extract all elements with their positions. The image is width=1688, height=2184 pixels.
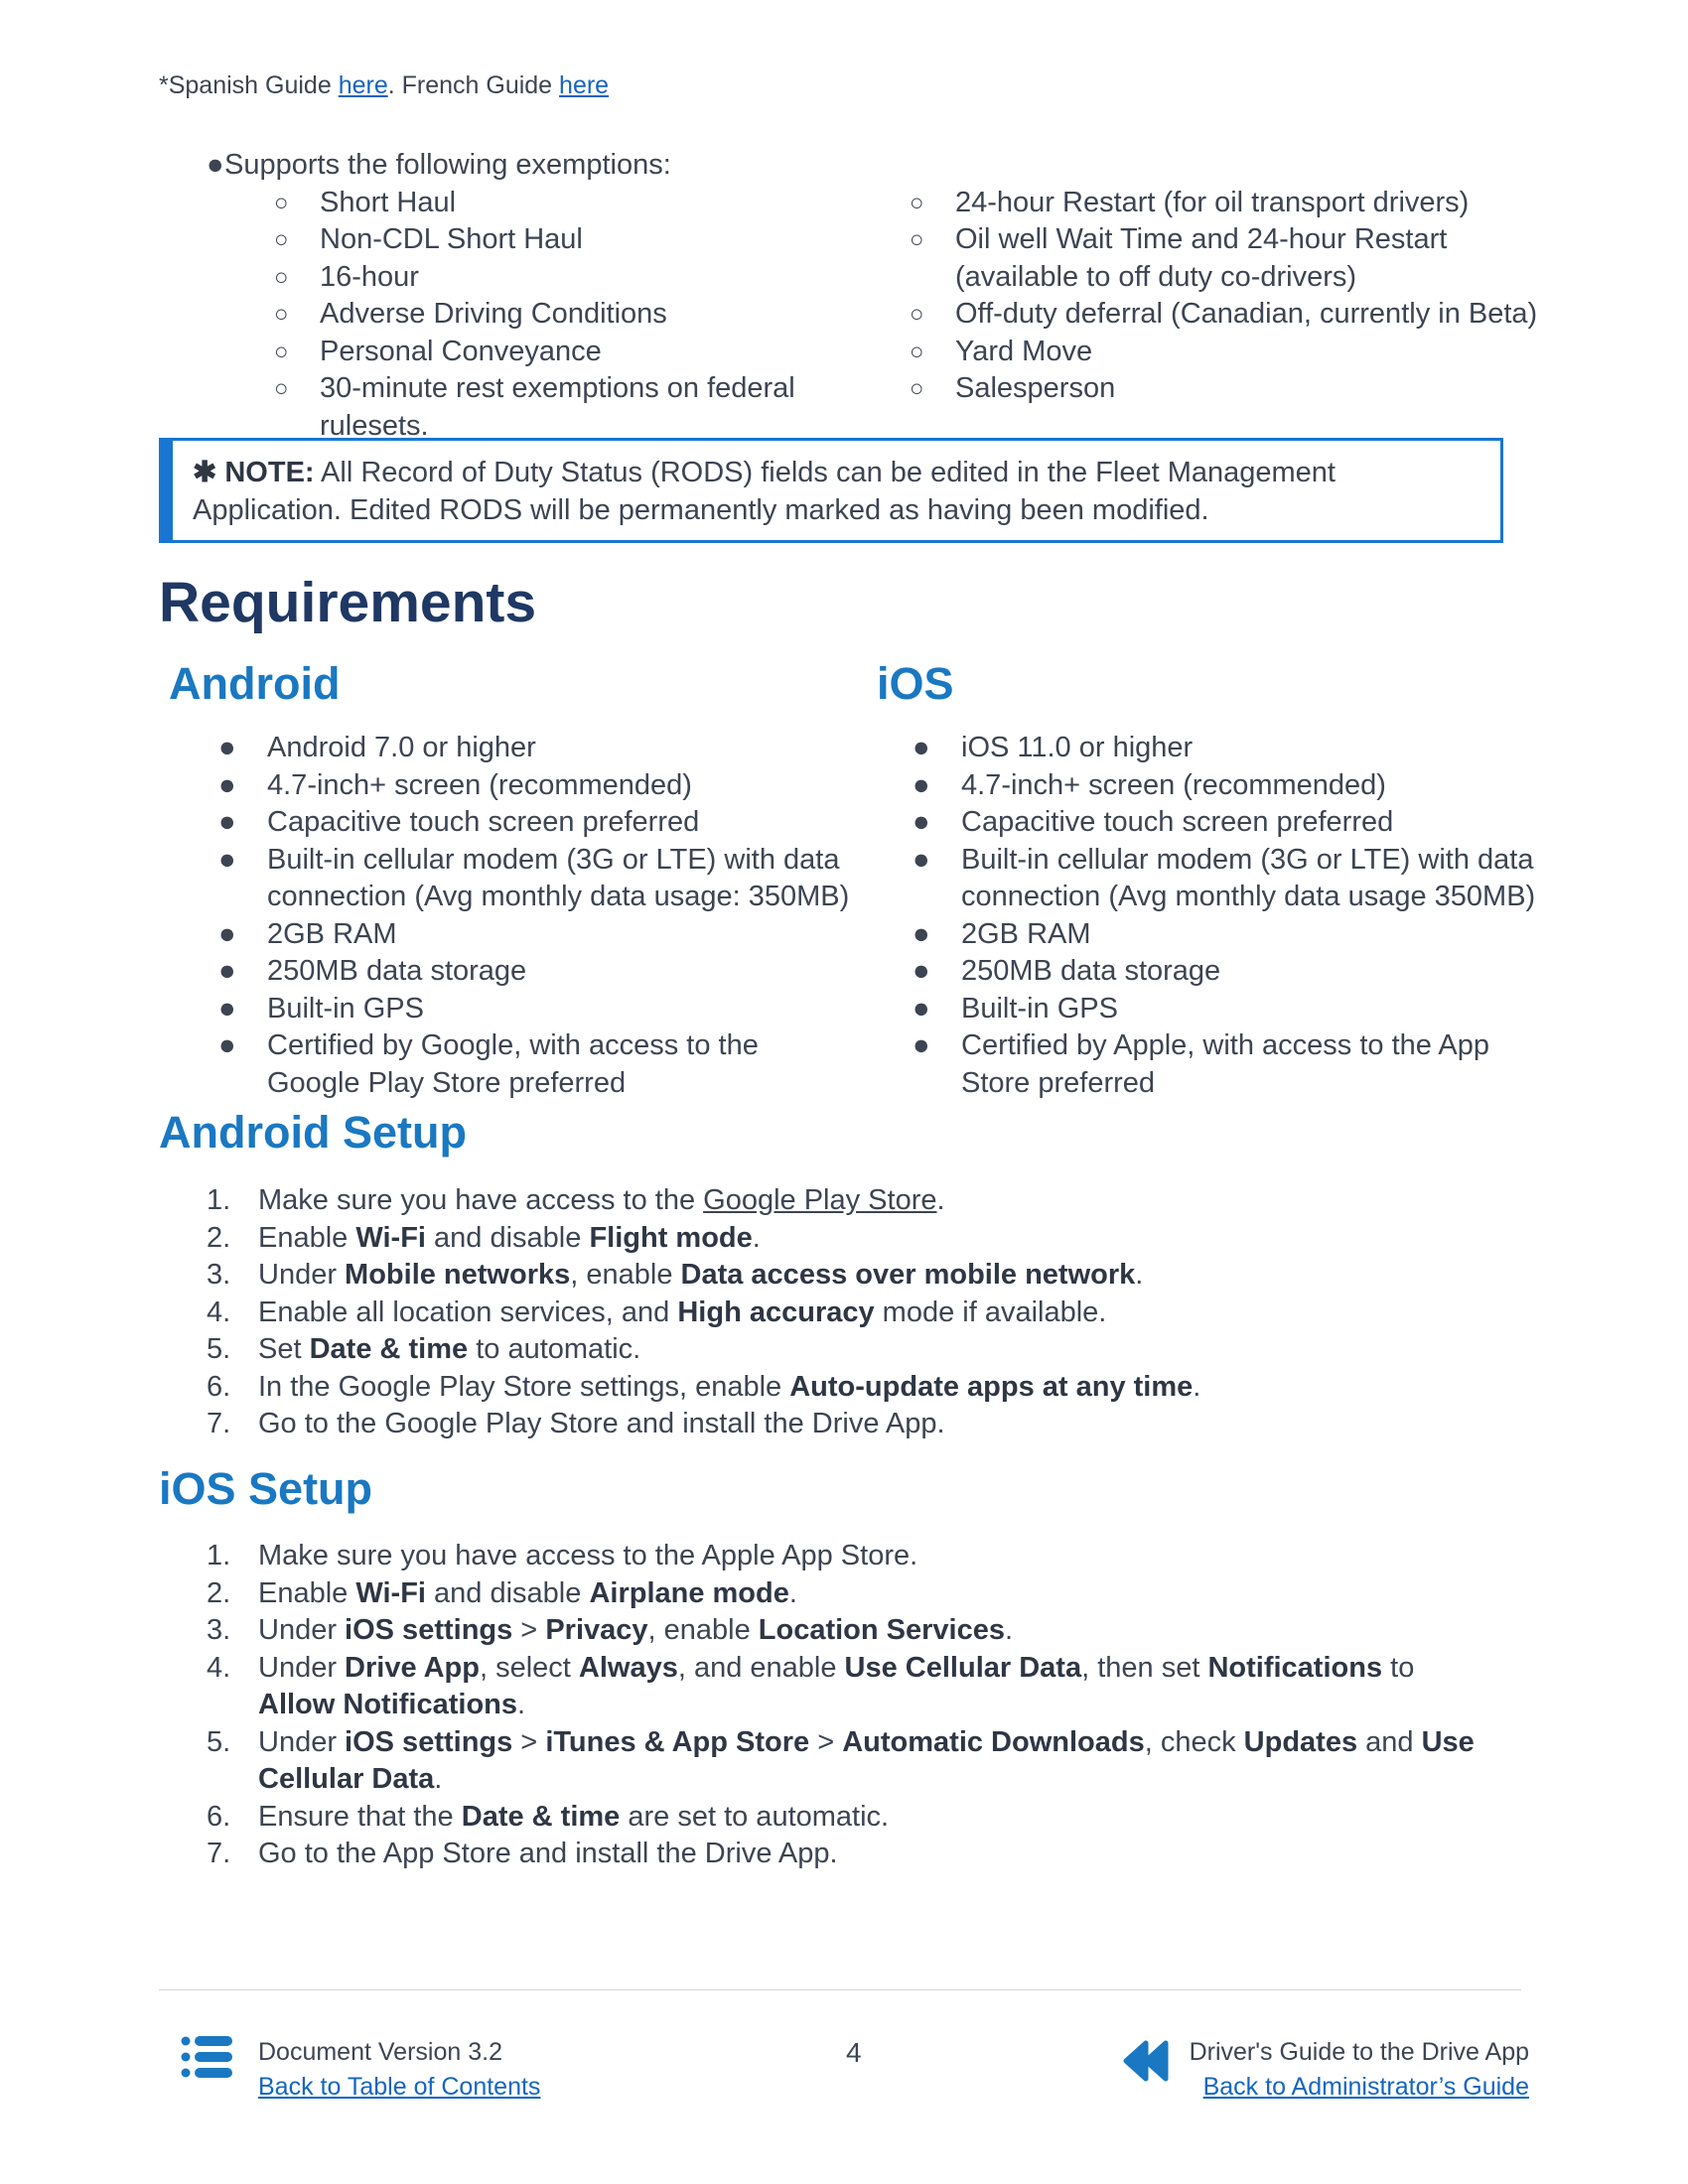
exemption-label: 24-hour Restart (for oil transport drivers) [955,186,1470,218]
spanish-guide-label: *Spanish Guide [159,71,339,99]
requirement-label: Built-in cellular modem (3G or LTE) with data connection (Avg monthly data usage: 350MB) [267,843,850,912]
circle-bullet-icon: ○ [274,338,289,365]
list-item [910,185,1565,222]
android-setup-steps [159,1182,1549,1443]
ios-setup-steps [159,1538,1549,1873]
spanish-guide-link[interactable]: here [338,71,388,99]
list-item [159,1650,1549,1724]
list-item [159,1836,1549,1873]
circle-bullet-icon: ○ [910,338,924,365]
requirement-label: 4.7-inch+ screen (recommended) [961,768,1386,801]
exemptions-intro: Supports the following exemptions: [224,149,671,181]
step-number: 7. [207,1838,231,1869]
page-number: 4 [846,2037,862,2068]
list-item [159,1406,1549,1443]
ios-heading: iOS [877,658,954,709]
step-text: Under Mobile networks, enable Data access over mobile network. [258,1259,1144,1291]
android-heading: Android [169,658,341,709]
step-text: Under iOS settings > iTunes & App Store > Automatic Downloads, check Updates and Use Cellular Data. [258,1725,1475,1795]
footer-divider [159,1989,1521,1990]
circle-bullet-icon: ○ [910,301,924,328]
step-number: 2. [207,1221,231,1254]
circle-bullet-icon: ○ [910,375,924,402]
list-item [159,1220,1549,1258]
bullet-icon: ● [913,1029,930,1061]
requirement-label: 250MB data storage [961,955,1221,987]
footer-left [258,2035,540,2105]
circle-bullet-icon: ○ [274,375,289,402]
step-text: Make sure you have access to the Apple App Store. [258,1540,918,1571]
circle-bullet-icon: ○ [910,189,924,216]
circle-bullet-icon: ○ [274,301,289,328]
exemptions-intro-item [159,147,1549,185]
requirement-label: Capacitive touch screen preferred [961,806,1394,838]
footer-right [1190,2035,1529,2105]
bullet-icon: ● [913,732,930,763]
list-item [159,1182,1549,1220]
requirement-label: Android 7.0 or higher [267,732,536,763]
list-item [911,842,1546,916]
circle-bullet-icon: ○ [274,189,289,216]
list-item [216,804,852,842]
requirement-label: 2GB RAM [267,917,397,950]
requirement-label: 250MB data storage [267,955,527,987]
requirement-label: Built-in cellular modem (3G or LTE) with data connection (Avg monthly data usage 350MB) [961,843,1536,912]
step-number: 4. [207,1296,231,1328]
requirement-label: Certified by Apple, with access to the App Store preferred [961,1029,1489,1099]
bullet-icon: ● [218,843,236,876]
list-item [159,1257,1549,1295]
step-number: 5. [207,1725,231,1758]
step-number: 6. [207,1370,231,1403]
list-item [216,953,852,991]
google-play-store-link[interactable]: Google Play Store [703,1184,937,1216]
step-text: Ensure that the Date & time are set to automatic. [258,1800,890,1833]
list-item [159,1295,1549,1332]
rewind-icon[interactable] [1122,2040,1170,2082]
bullet-icon: ● [218,768,236,801]
list-item [910,370,1565,408]
list-item [159,1575,1549,1613]
list-item [159,1724,1549,1799]
list-item [159,1331,1549,1369]
exemption-label: Yard Move [955,335,1093,367]
exemptions-left-column [274,185,910,446]
bullet-icon: ● [913,806,930,838]
list-icon[interactable] [181,2035,232,2079]
step-text: Make sure you have access to the Google Play Store. [258,1184,945,1216]
list-item [216,1027,852,1102]
circle-bullet-icon: ○ [274,226,289,253]
list-item [216,842,852,916]
list-item [159,1612,1549,1650]
list-item [216,991,852,1028]
android-setup-heading: Android Setup [159,1107,467,1158]
bullet-icon: ● [913,992,930,1024]
bullet-icon: ● [218,955,236,987]
requirement-label: 4.7-inch+ screen (recommended) [267,768,692,801]
requirement-label: iOS 11.0 or higher [961,732,1194,763]
list-item [274,185,910,222]
back-to-admin-guide-link[interactable]: Back to Administrator’s Guide [1202,2073,1529,2101]
exemption-label: 30-minute rest exemptions on federal rulesets. [320,372,795,442]
bullet-icon: ● [218,992,236,1024]
bullet-icon: ● [218,806,236,838]
exemption-label: Oil well Wait Time and 24-hour Restart (available to off duty co-drivers) [955,223,1448,293]
list-item [274,259,910,297]
bullet-icon: ● [207,149,224,181]
bullet-icon: ● [913,768,930,801]
step-text: Enable all location services, and High accuracy mode if available. [258,1296,1107,1328]
list-item [910,334,1565,371]
exemption-label: Short Haul [320,186,457,218]
list-item [911,991,1546,1028]
step-text: Enable Wi-Fi and disable Flight mode. [258,1221,761,1254]
list-item [911,730,1546,767]
exemption-label: Adverse Driving Conditions [320,298,667,330]
exemption-label: Salesperson [955,372,1116,404]
exemption-label: Non-CDL Short Haul [320,223,583,255]
note-text: All Record of Duty Status (RODS) fields can be edited in the Fleet Management Application. Edited RODS will be permanently marked as having been modified. [193,457,1336,526]
list-item [911,916,1546,954]
step-number: 4. [207,1651,231,1684]
bullet-icon: ● [913,955,930,987]
list-item [159,1799,1549,1837]
requirement-label: Built-in GPS [961,992,1118,1024]
requirement-label: Built-in GPS [267,992,424,1024]
list-item [274,221,910,259]
list-item [216,730,852,767]
list-item [216,767,852,805]
step-number: 3. [207,1259,231,1291]
bullet-icon: ● [913,843,930,876]
step-number: 6. [207,1800,231,1833]
list-item [159,1538,1549,1575]
ios-requirements-list [911,730,1546,1102]
step-text: Under iOS settings > Privacy, enable Location Services. [258,1614,1014,1646]
step-text: Under Drive App, select Always, and enable Use Cellular Data, then set Notifications to Allow Notifications. [258,1651,1415,1720]
requirements-heading: Requirements [159,571,537,634]
french-guide-link[interactable]: here [559,71,610,99]
list-item [274,370,910,445]
exemptions-right-column [910,185,1565,446]
exemptions-section [159,147,1549,445]
circle-bullet-icon: ○ [910,226,924,253]
step-number: 2. [207,1576,231,1609]
list-item [911,804,1546,842]
requirement-label: Certified by Google, with access to the Google Play Store preferred [267,1029,759,1099]
step-number: 5. [207,1333,231,1365]
step-text: Enable Wi-Fi and disable Airplane mode. [258,1576,797,1609]
exemption-label: Personal Conveyance [320,335,602,367]
circle-bullet-icon: ○ [274,263,289,291]
list-item [274,334,910,371]
bullet-icon: ● [913,917,930,950]
list-item [911,1027,1546,1102]
guide-title: Driver's Guide to the Drive App [1189,2038,1529,2066]
android-requirements-list [216,730,852,1102]
list-item [910,221,1565,296]
bullet-icon: ● [218,1029,236,1061]
step-text: Go to the Google Play Store and install the Drive App. [258,1408,945,1439]
step-number: 7. [207,1408,231,1439]
step-text: In the Google Play Store settings, enable Auto-update apps at any time. [258,1370,1201,1403]
list-item [911,953,1546,991]
exemption-label: Off-duty deferral (Canadian, currently in Beta) [955,298,1538,330]
list-item [159,1369,1549,1407]
step-text: Set Date & time to automatic. [258,1333,641,1365]
exemptions-columns [274,185,1549,446]
list-item [910,296,1565,334]
exemption-label: 16-hour [320,260,419,293]
list-item [216,916,852,954]
step-text: Go to the App Store and install the Drive App. [258,1838,838,1869]
requirement-label: 2GB RAM [961,917,1091,950]
note-callout [159,438,1503,543]
list-item [274,296,910,334]
bullet-icon: ● [218,732,236,763]
step-number: 1. [207,1184,231,1216]
translation-links [159,69,609,101]
step-number: 1. [207,1540,231,1571]
back-to-toc-link[interactable]: Back to Table of Contents [258,2073,541,2101]
step-number: 3. [207,1614,231,1646]
requirement-label: Capacitive touch screen preferred [267,806,700,838]
bullet-icon: ● [218,917,236,950]
note-label: ✱ NOTE: [193,457,315,488]
ios-setup-heading: iOS Setup [159,1463,373,1514]
list-item [911,767,1546,805]
french-guide-label: . French Guide [387,71,560,99]
document-version: Document Version 3.2 [258,2038,502,2066]
